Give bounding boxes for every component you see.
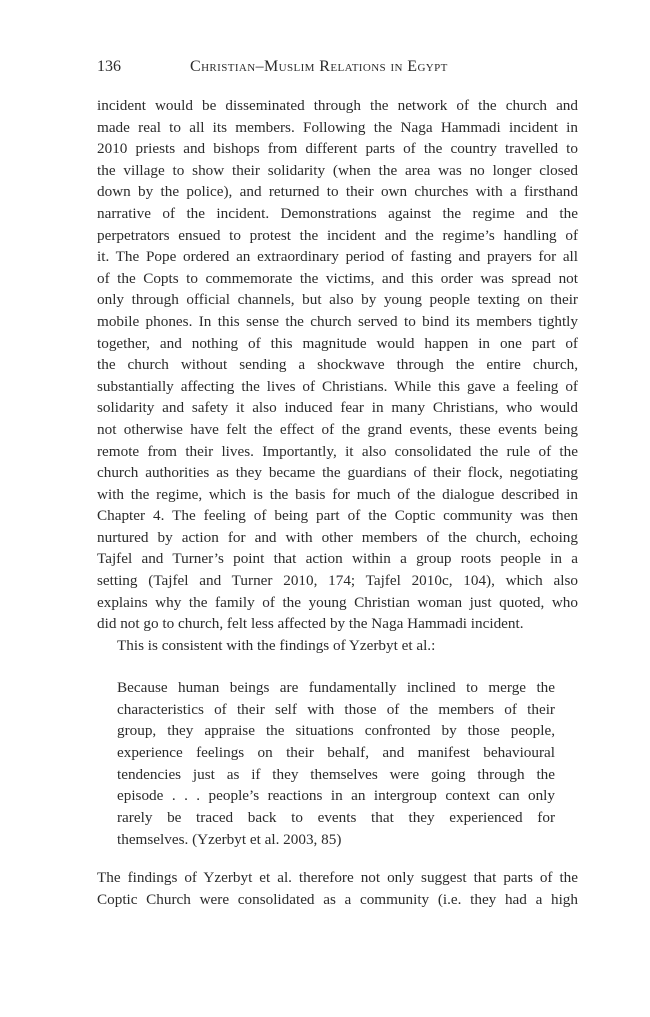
text-line: the church without sending a shockwave through the entire church, xyxy=(97,356,578,374)
quote-line: experience feelings on their behalf, and manifest behavioural xyxy=(117,744,555,762)
text-line: Tajfel and Turner’s point that action within a group roots people in a xyxy=(97,550,578,568)
text-line: remote from their lives. Importantly, it also consolidated the rule of the xyxy=(97,442,578,460)
text-line: it. The Pope ordered an extraordinary period of fasting and prayers for all xyxy=(97,248,578,266)
text-line: solidarity and safety it also induced fear in many Christians, who would xyxy=(97,399,578,417)
text-line: narrative of the incident. Demonstrations against the regime and the xyxy=(97,204,578,222)
quote-line: episode . . . people’s reactions in an intergroup context can only xyxy=(117,787,555,805)
text-line: The findings of Yzerbyt et al. therefore not only suggest that parts of the xyxy=(97,869,578,886)
text-line: Coptic Church were consolidated as a community (i.e. they had a high xyxy=(97,890,578,908)
running-head xyxy=(97,56,578,78)
text-line: setting (Tajfel and Turner 2010, 174; Tajfel 2010c, 104), which also xyxy=(97,572,578,590)
text-line: church authorities as they became the guardians of their flock, negotiating xyxy=(97,464,578,482)
quote-line: themselves. (Yzerbyt et al. 2003, 85) xyxy=(117,830,342,848)
text-line: down by the police), and returned to their own churches with a firsthand xyxy=(97,183,578,201)
text-line: perpetrators ensued to protest the incident and the regime’s handling of xyxy=(97,226,578,244)
quote-line: group, they appraise the situations confronted by those people, xyxy=(117,722,555,740)
text-line: together, and nothing of this magnitude would happen in one part of xyxy=(97,334,578,352)
text-line: 2010 priests and bishops from different parts of the country travelled to xyxy=(97,140,578,158)
text-line: the village to show their solidarity (when the area was no longer closed xyxy=(97,161,578,179)
text-line: of the Copts to commemorate the victims, and this order was spread not xyxy=(97,269,578,287)
page-number: 136 xyxy=(97,58,121,75)
text-line: This is consistent with the findings of Yzerbyt et al.: xyxy=(117,636,436,654)
text-line: mobile phones. In this sense the church served to bind its members tightly xyxy=(97,312,578,330)
text-line: not otherwise have felt the effect of the grand events, these events being xyxy=(97,420,578,438)
quote-line: tendencies just as if they themselves were going through the xyxy=(117,765,555,783)
body-text xyxy=(97,95,578,656)
text-line: explains why the family of the young Christian woman just quoted, who xyxy=(97,593,578,611)
body-text-continued xyxy=(97,867,578,910)
running-title: Christian–Muslim Relations in Egypt xyxy=(190,58,448,75)
quote-line: characteristics of their self with those of the members of their xyxy=(117,700,555,718)
text-line: substantially affecting the lives of Christians. While this gave a feeling of xyxy=(97,377,578,395)
text-line: with the regime, which is the basis for much of the dialogue described in xyxy=(97,485,578,503)
quote-line: rarely be traced back to events that they experienced for xyxy=(117,809,555,827)
text-line: nurtured by action for and with other members of the church, echoing xyxy=(97,528,578,546)
text-line: incident would be disseminated through the network of the church and xyxy=(97,97,578,114)
text-line: did not go to church, felt less affected by the Naga Hammadi incident. xyxy=(97,615,524,633)
text-line: Chapter 4. The feeling of being part of the Coptic community was then xyxy=(97,507,578,525)
block-quote xyxy=(117,677,555,851)
quote-line: Because human beings are fundamentally inclined to merge the xyxy=(117,679,555,696)
text-line: only through official channels, but also by young people texting on their xyxy=(97,291,578,309)
text-line: made real to all its members. Following the Naga Hammadi incident in xyxy=(97,118,578,136)
